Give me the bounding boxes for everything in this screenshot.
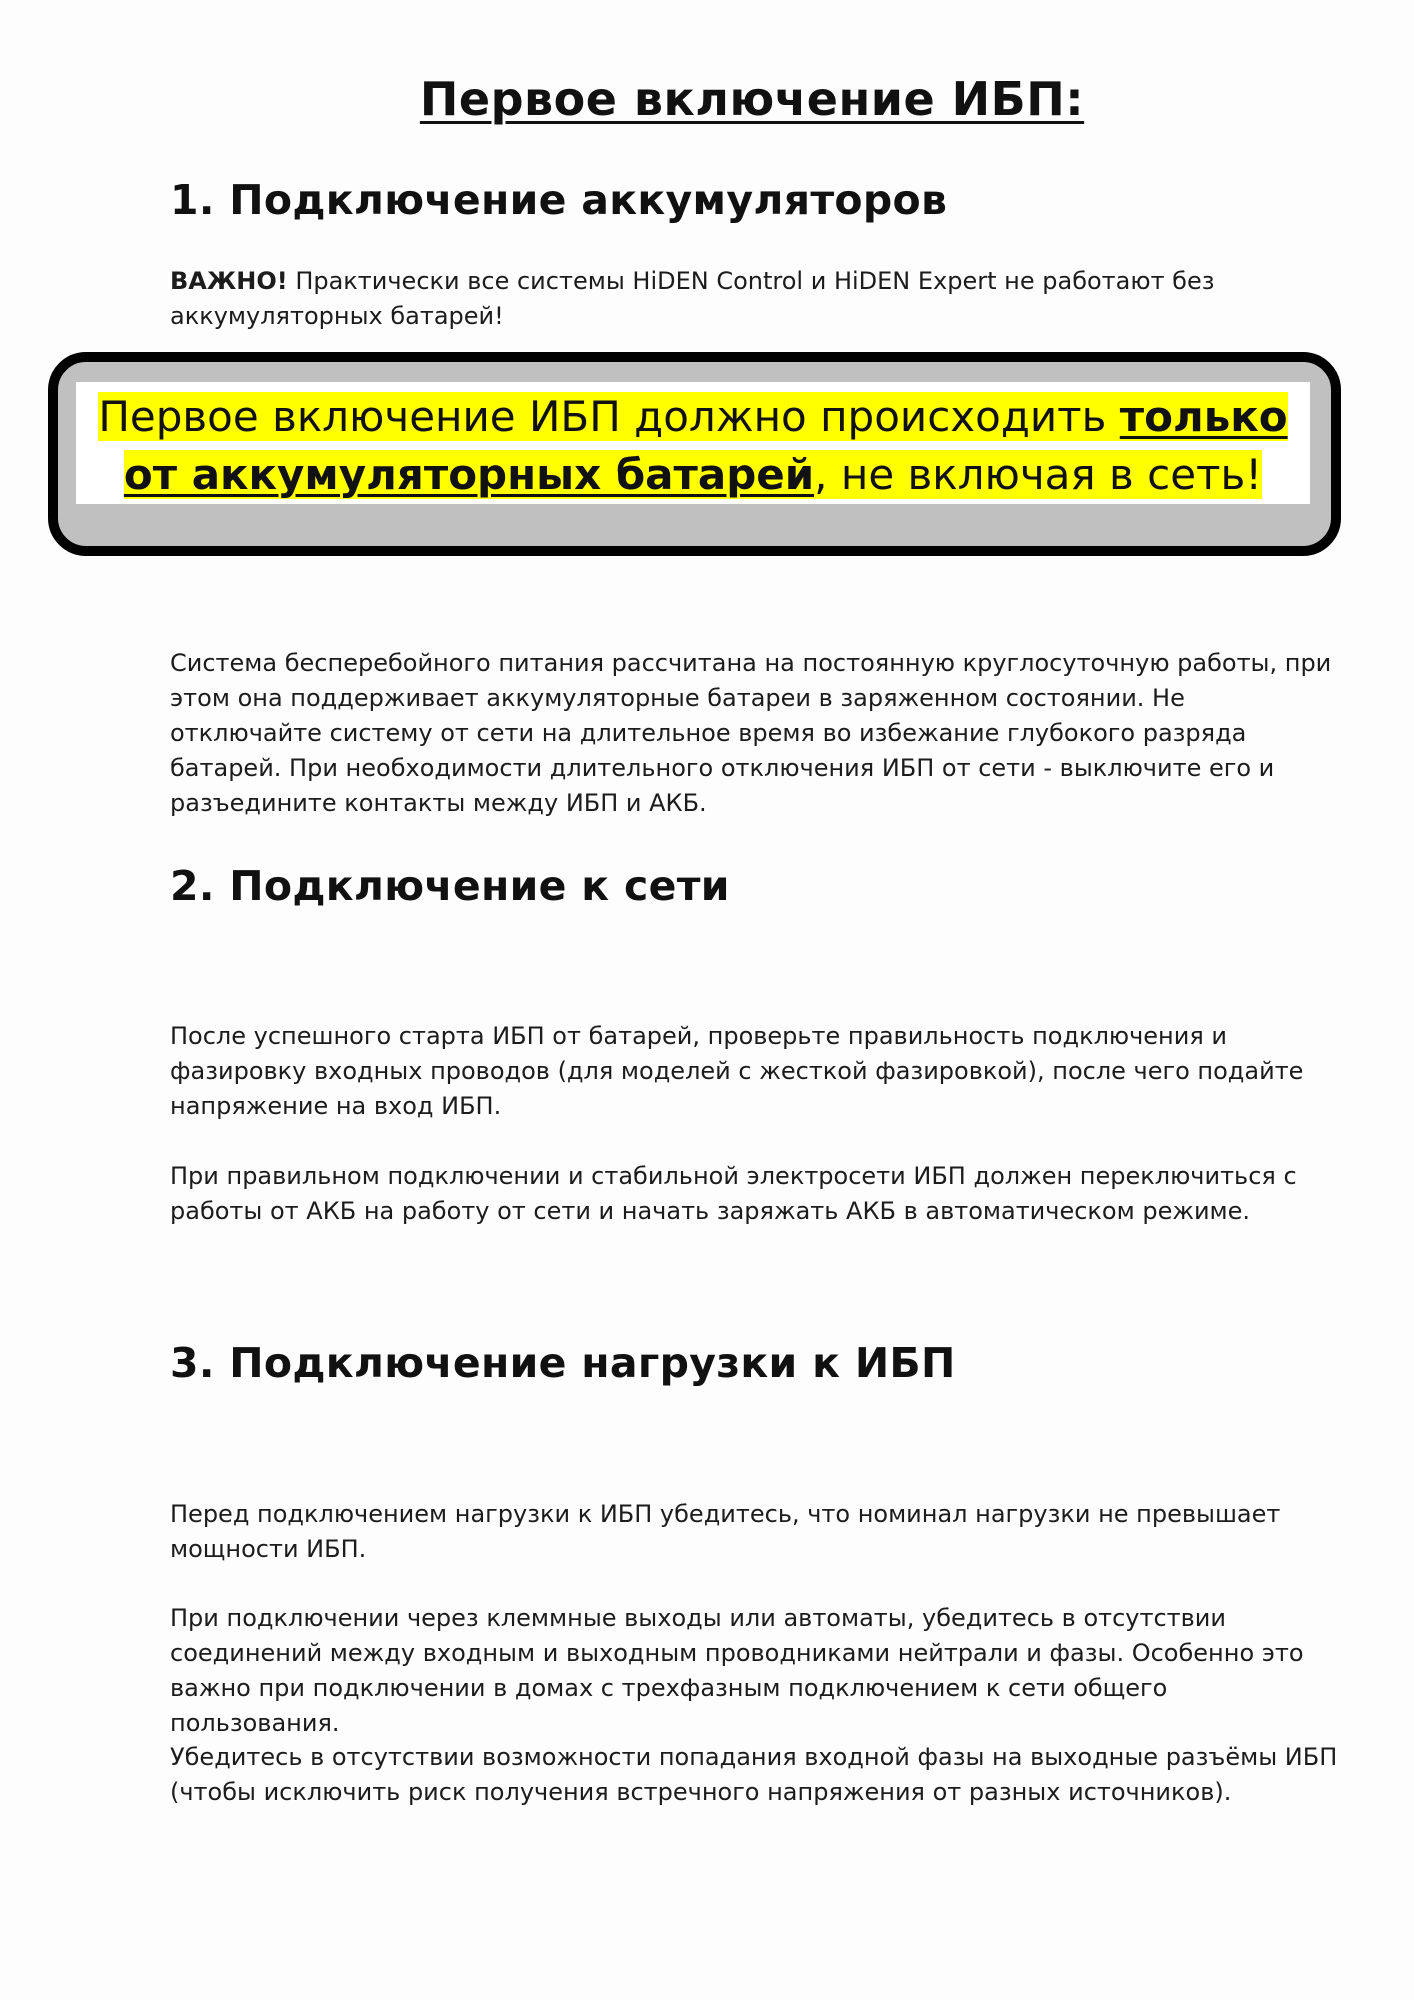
page-title: Первое включение ИБП: bbox=[419, 72, 1085, 126]
section-2-paragraph-1: После успешного старта ИБП от батарей, проверьте правильность подключения и фазировку входных проводов (для моделей с жесткой фазировкой), после чего подайте напряжение на вход ИБП. bbox=[170, 1022, 1304, 1120]
section-3-heading: 3. Подключение нагрузки к ИБП bbox=[170, 1339, 956, 1387]
notice-emphasis: только от аккумуляторных батарей bbox=[123, 392, 1288, 499]
section-3-paragraph-3: Убедитесь в отсутствии возможности попадания входной фазы на выходные разъёмы ИБП (чтобы исключить риск получения встречного напряжения от разных источников). bbox=[170, 1743, 1338, 1806]
notice-part-1: Первое включение ИБП должно происходить bbox=[98, 392, 1120, 441]
notice-text bbox=[76, 388, 1310, 504]
notice-part-2: , не включая в сеть! bbox=[814, 450, 1263, 499]
section-1-heading: 1. Подключение аккумуляторов bbox=[170, 176, 948, 224]
section-2-heading: 2. Подключение к сети bbox=[170, 862, 730, 910]
section-1-paragraph: Система бесперебойного питания рассчитана на постоянную круглосуточную работы, при этом она поддерживает аккумуляторные батареи в заряженном состоянии. Не отключайте систему от сети на длительное время во избежание глубокого разряда батарей. При необходимости длительного отключения ИБП от сети - выключите его и разъедините контакты между ИБП и АКБ. bbox=[170, 649, 1332, 817]
important-note bbox=[170, 264, 1340, 334]
important-label: ВАЖНО! bbox=[170, 267, 288, 295]
section-3-paragraph-2: При подключении через клеммные выходы или автоматы, убедитесь в отсутствии соединений между входным и выходным проводниками нейтрали и фазы. Особенно это важно при подключении в домах с трехфазным подключением к сети общего пользования. bbox=[170, 1604, 1304, 1737]
section-2-paragraph-2: При правильном подключении и стабильной электросети ИБП должен переключиться с работы от АКБ на работу от сети и начать заряжать АКБ в автоматическом режиме. bbox=[170, 1162, 1297, 1225]
section-3-paragraph-1: Перед подключением нагрузки к ИБП убедитесь, что номинал нагрузки не превышает мощности ИБП. bbox=[170, 1500, 1281, 1563]
important-text: Практически все системы HiDEN Control и HiDEN Expert не работают без аккумуляторных батарей! bbox=[170, 267, 1215, 330]
